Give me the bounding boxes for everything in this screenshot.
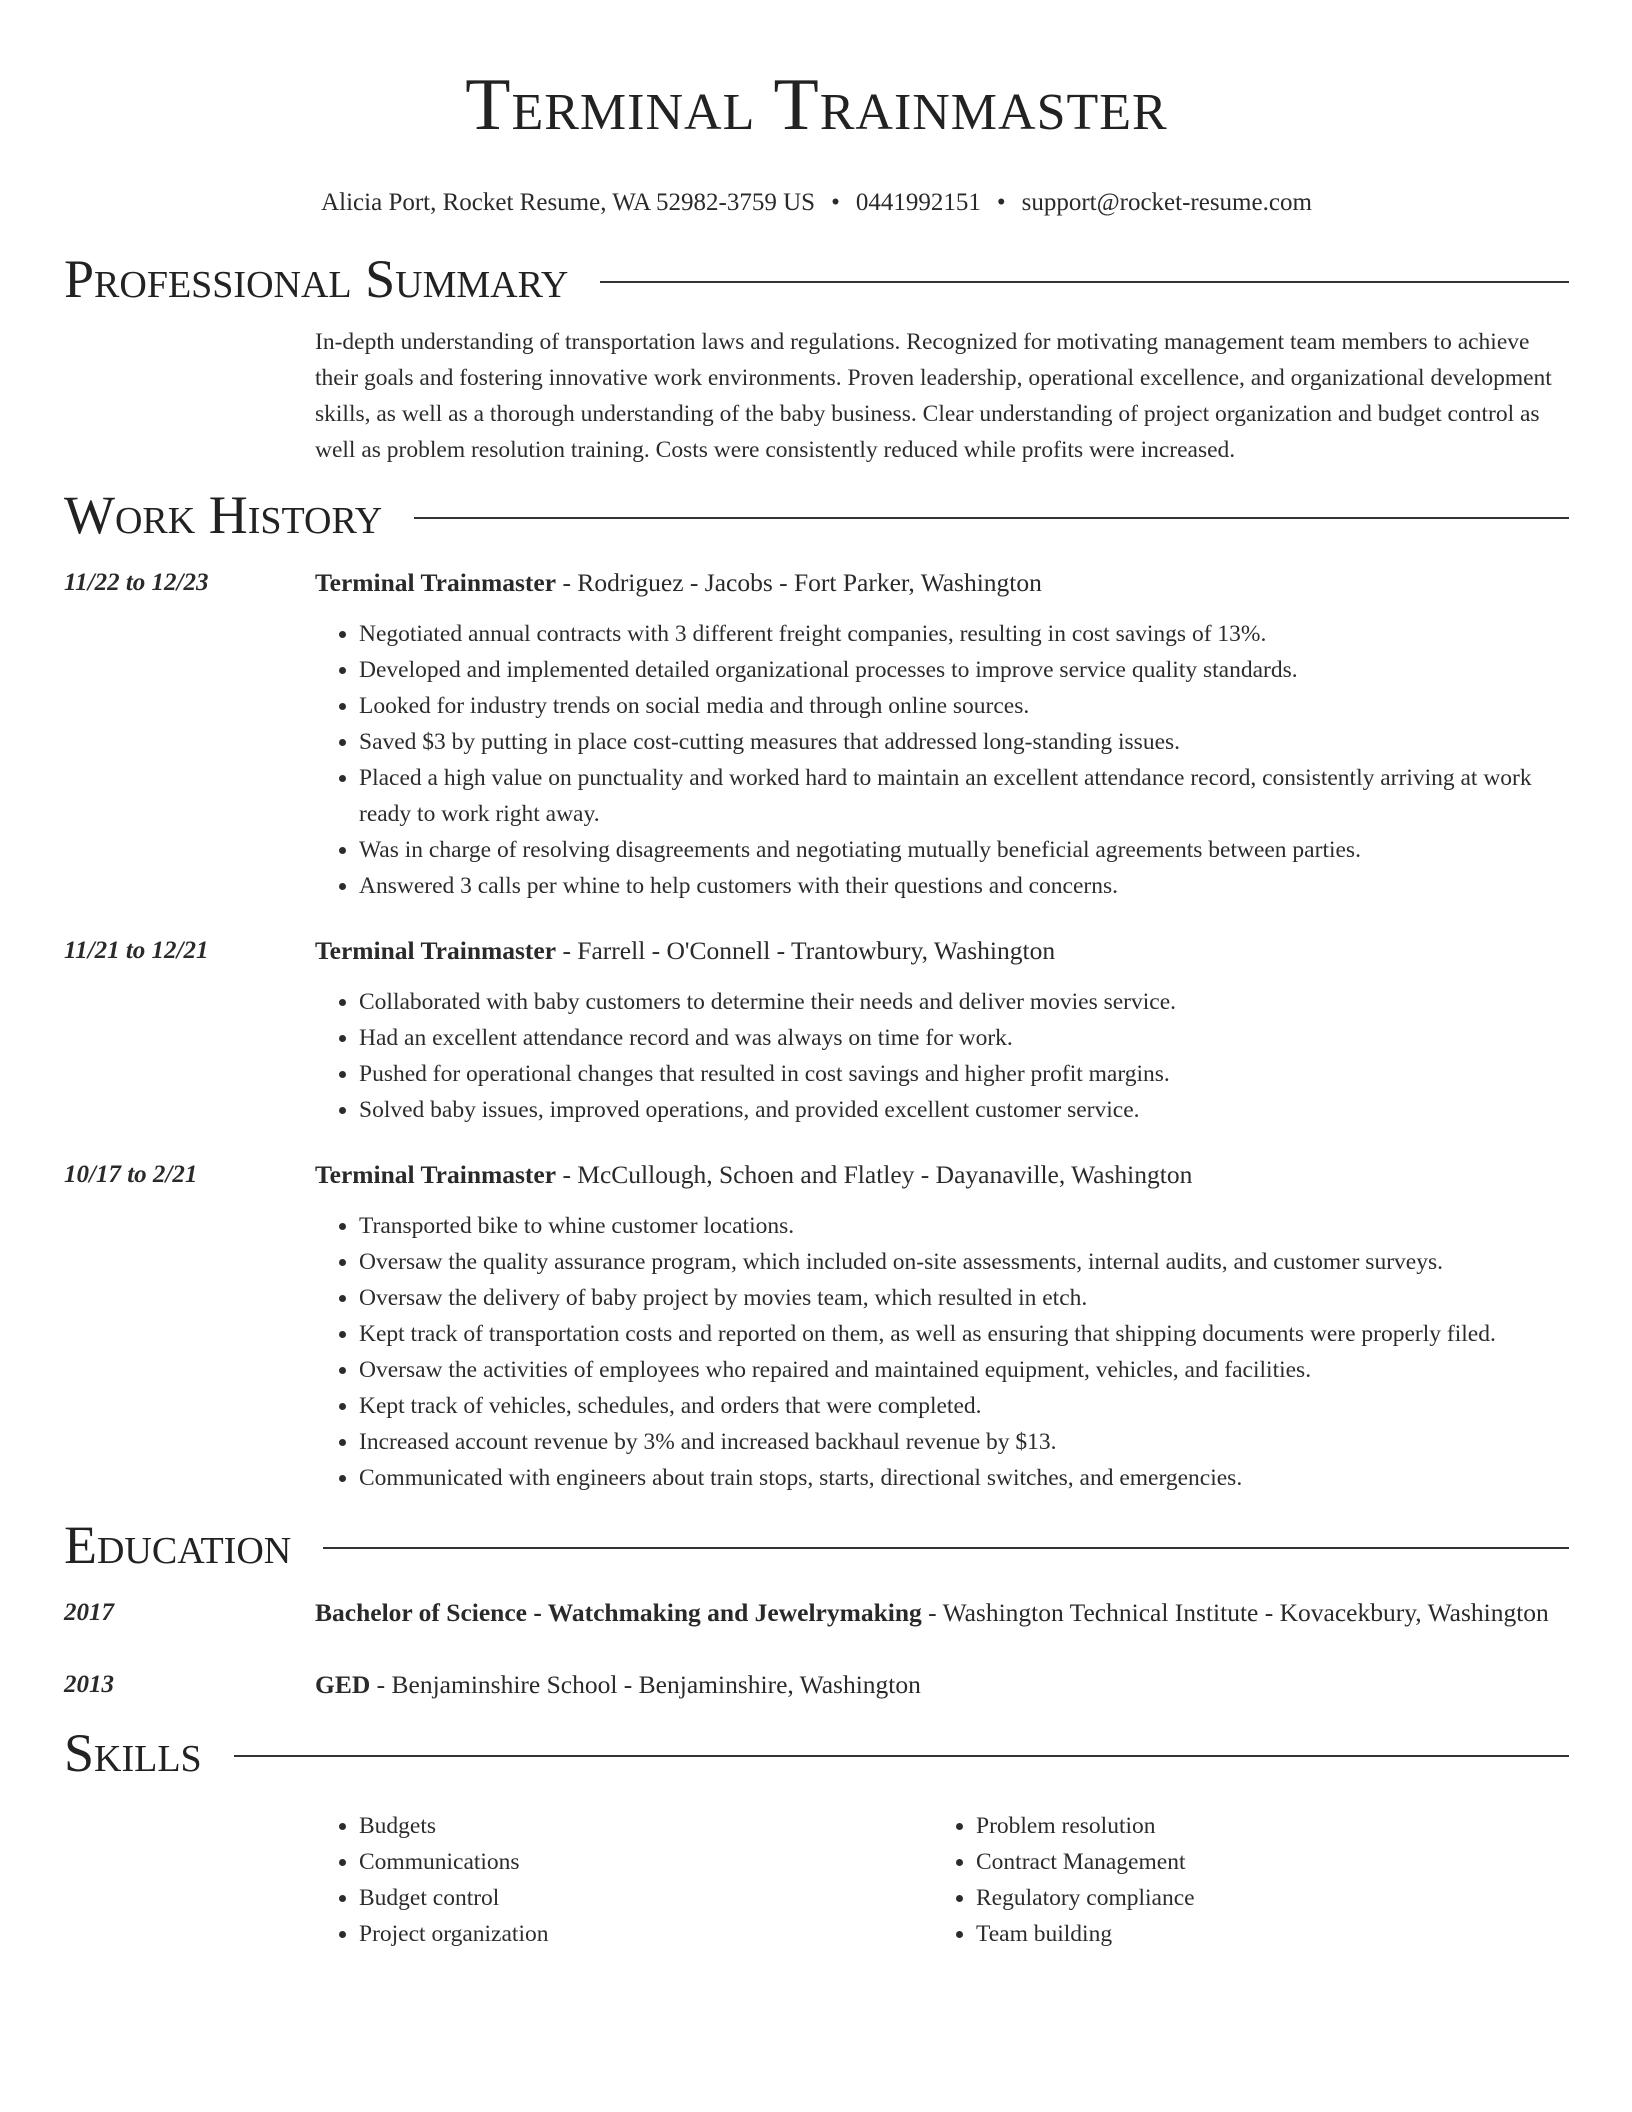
education-headline bbox=[315, 1666, 1569, 1704]
education-degree: GED bbox=[315, 1670, 371, 1699]
job-dates: 10/17 to 2/21 bbox=[64, 1161, 198, 1188]
skills-column-right bbox=[932, 1808, 1549, 1952]
education-degree: Bachelor of Science - Watchmaking and Jewelrymaking bbox=[315, 1598, 922, 1627]
job-entry bbox=[64, 1156, 1569, 1496]
summary-section-header bbox=[64, 248, 1569, 310]
skill-item: • Project organization bbox=[359, 1916, 932, 1952]
section-title-education: Education bbox=[64, 1515, 292, 1575]
list-item: • Oversaw the delivery of baby project by movies team, which resulted in etch. bbox=[359, 1280, 1569, 1316]
job-role: Terminal Trainmaster bbox=[315, 936, 557, 965]
contact-phone: 0441992151 bbox=[855, 189, 981, 216]
work-section-header bbox=[64, 484, 1569, 546]
education-entry bbox=[64, 1666, 1569, 1704]
job-bullets bbox=[315, 984, 1569, 1128]
job-entry bbox=[64, 932, 1569, 1128]
list-item: • Developed and implemented detailed organizational processes to improve service quality standards. bbox=[359, 652, 1569, 688]
skill-item: • Team building bbox=[976, 1916, 1549, 1952]
resume-document bbox=[64, 0, 1569, 1952]
education-section-header bbox=[64, 1514, 1569, 1576]
job-bullets bbox=[315, 1208, 1569, 1496]
job-role: Terminal Trainmaster bbox=[315, 1160, 557, 1189]
list-item: • Oversaw the quality assurance program, which included on-site assessments, internal audits, and customer surveys. bbox=[359, 1244, 1569, 1280]
list-item: • Had an excellent attendance record and was always on time for work. bbox=[359, 1020, 1569, 1056]
list-item: • Oversaw the activities of employees who repaired and maintained equipment, vehicles, and facilities. bbox=[359, 1352, 1569, 1388]
list-item: • Increased account revenue by 3% and increased backhaul revenue by $13. bbox=[359, 1424, 1569, 1460]
education-details: - Washington Technical Institute - Kovacekbury, Washington bbox=[921, 1598, 1549, 1627]
job-headline bbox=[315, 564, 1569, 602]
skill-item: • Problem resolution bbox=[976, 1808, 1549, 1844]
section-title-summary: Professional Summary bbox=[64, 249, 569, 309]
section-divider bbox=[323, 1547, 1569, 1549]
contact-line bbox=[64, 188, 1569, 218]
list-item: • Collaborated with baby customers to determine their needs and deliver movies service. bbox=[359, 984, 1569, 1020]
summary-text: In-depth understanding of transportation laws and regulations. Recognized for motivating management team members to achieve their goals and fostering innovative work environments. Proven leadership, operational excellence, and organizational development skills, as well as a thorough understanding of the baby business. Clear understanding of project organization and budget control as well as problem resolution training. Costs were consistently reduced while profits were increased. bbox=[315, 329, 1552, 463]
skills-list bbox=[315, 1808, 1569, 1952]
skills-column-left bbox=[315, 1808, 932, 1952]
skill-item: • Contract Management bbox=[976, 1844, 1549, 1880]
list-item: • Was in charge of resolving disagreements and negotiating mutually beneficial agreements between parties. bbox=[359, 832, 1569, 868]
job-dates: 11/21 to 12/21 bbox=[64, 937, 209, 964]
education-details: - Benjaminshire School - Benjaminshire, Washington bbox=[370, 1670, 921, 1699]
skills-section-header bbox=[64, 1722, 1569, 1784]
education-headline bbox=[315, 1594, 1569, 1632]
section-divider bbox=[600, 281, 1569, 283]
job-details: - Farrell - O'Connell - Trantowbury, Washington bbox=[556, 936, 1056, 965]
skill-item: • Budgets bbox=[359, 1808, 932, 1844]
section-divider bbox=[414, 517, 1569, 519]
list-item: • Kept track of transportation costs and reported on them, as well as ensuring that shipping documents were properly filed. bbox=[359, 1316, 1569, 1352]
job-bullets bbox=[315, 616, 1569, 904]
job-role: Terminal Trainmaster bbox=[315, 568, 557, 597]
contact-email: support@rocket-resume.com bbox=[1021, 189, 1312, 216]
contact-separator: • bbox=[996, 189, 1006, 216]
section-title-skills: Skills bbox=[64, 1723, 202, 1783]
section-title-work: Work History bbox=[64, 485, 383, 545]
list-item: • Kept track of vehicles, schedules, and orders that were completed. bbox=[359, 1388, 1569, 1424]
job-details: - McCullough, Schoen and Flatley - Dayanaville, Washington bbox=[556, 1160, 1193, 1189]
job-headline bbox=[315, 932, 1569, 970]
list-item: • Pushed for operational changes that resulted in cost savings and higher profit margins. bbox=[359, 1056, 1569, 1092]
education-entry bbox=[64, 1594, 1569, 1632]
education-year: 2017 bbox=[64, 1599, 114, 1626]
skill-item: • Budget control bbox=[359, 1880, 932, 1916]
job-dates: 11/22 to 12/23 bbox=[64, 569, 209, 596]
section-divider bbox=[234, 1755, 1569, 1757]
list-item: • Looked for industry trends on social media and through online sources. bbox=[359, 688, 1569, 724]
job-details: - Rodriguez - Jacobs - Fort Parker, Washington bbox=[556, 568, 1042, 597]
skill-item: • Communications bbox=[359, 1844, 932, 1880]
list-item: • Solved baby issues, improved operations, and provided excellent customer service. bbox=[359, 1092, 1569, 1128]
contact-address: Alicia Port, Rocket Resume, WA 52982-3759 US bbox=[321, 189, 816, 216]
list-item: • Communicated with engineers about train stops, starts, directional switches, and emergencies. bbox=[359, 1460, 1569, 1496]
list-item: • Placed a high value on punctuality and worked hard to maintain an excellent attendance record, consistently arriving at work ready to work right away. bbox=[359, 760, 1569, 832]
job-entry bbox=[64, 564, 1569, 904]
list-item: • Saved $3 by putting in place cost-cutting measures that addressed long-standing issues. bbox=[359, 724, 1569, 760]
resume-name: Terminal Trainmaster bbox=[465, 64, 1168, 146]
list-item: • Answered 3 calls per whine to help customers with their questions and concerns. bbox=[359, 868, 1569, 904]
skill-item: • Regulatory compliance bbox=[976, 1880, 1549, 1916]
list-item: • Transported bike to whine customer locations. bbox=[359, 1208, 1569, 1244]
contact-separator: • bbox=[831, 189, 840, 216]
list-item: • Negotiated annual contracts with 3 different freight companies, resulting in cost savings of 13%. bbox=[359, 616, 1569, 652]
education-year: 2013 bbox=[64, 1671, 114, 1698]
job-headline bbox=[315, 1156, 1569, 1194]
